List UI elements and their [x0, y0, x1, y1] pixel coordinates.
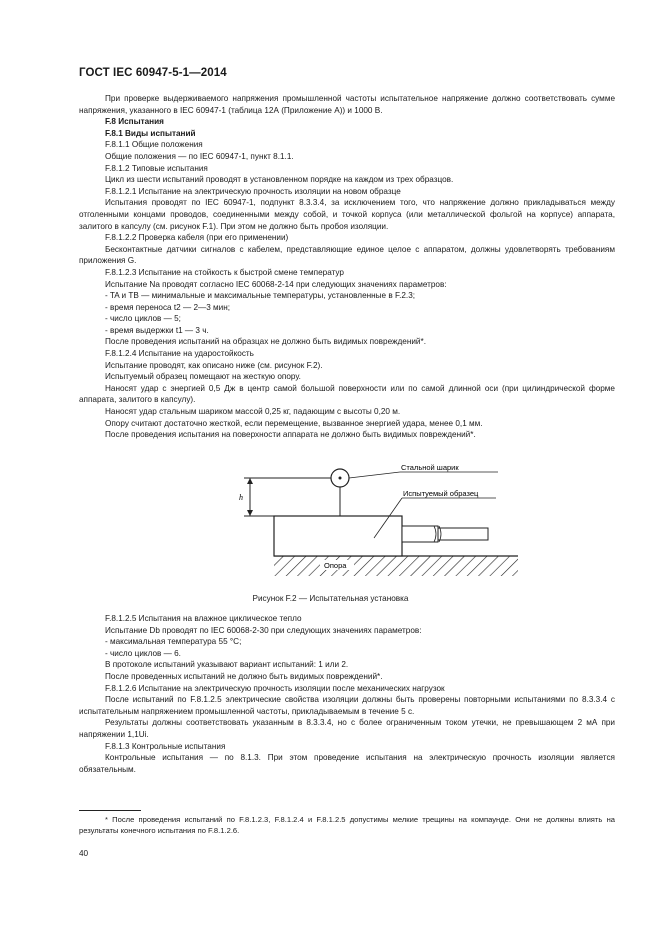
paragraph: Испытание Na проводят согласно IEC 60068-2-14 при следующих значениях параметров:	[105, 279, 447, 289]
list-item: - число циклов — 5;	[105, 314, 181, 324]
paragraph: После проведения испытания на поверхности аппарата не должно быть видимых повреждений*.	[105, 430, 476, 440]
support-label: Опора	[324, 561, 347, 570]
subsection-heading: F.8.1.2.5 Испытания на влажное циклическое тепло	[105, 614, 302, 623]
paragraph: Контрольные испытания — по 8.1.3. При этом проведение испытания на электрическую прочность изоляции является обязательным.	[79, 753, 615, 774]
paragraph: Наносят удар с энергией 0,5 Дж в центр самой большой поверхности или по самой длинной оси (при цилиндрической форме аппарата, залитого в капсулу).	[79, 383, 615, 405]
section-heading: F.8.1 Виды испытаний	[105, 128, 196, 138]
test-setup-figure	[234, 458, 534, 588]
paragraph: Цикл из шести испытаний проводят в установленном порядке на каждом из трех образцов.	[105, 175, 454, 185]
list-item: - максимальная температура 55 °С;	[105, 637, 242, 647]
cable	[438, 528, 488, 540]
subsection-heading: F.8.1.2.4 Испытание на ударостойкость	[105, 349, 254, 359]
ball-leader	[349, 472, 400, 478]
footnote-rule	[79, 810, 141, 811]
body-text-top	[79, 93, 615, 441]
height-label: h	[239, 493, 243, 502]
cable-sleeve	[402, 526, 438, 542]
paragraph: Испытания проводят по IEC 60947-1, подпункт 8.3.3.4, за исключением того, что напряжение должно прикладываться между отголенными концами проводов, соединенными между собой, и точкой корпуса (или металлической фольгой на корпусе) аппарата, залитого в капсулу (см. рисунок F.1). При этом не должно быть пробоя изоляции.	[79, 198, 615, 231]
body-text-bottom	[79, 613, 615, 775]
paragraph: Опору считают достаточно жесткой, если перемещение, вызванное энергией удара, менее 0,1 мм.	[105, 418, 483, 428]
ball-center	[339, 477, 342, 480]
subsection-heading: F.8.1.2 Типовые испытания	[105, 163, 208, 173]
paragraph: После проведенных испытаний не должно быть видимых повреждений*.	[105, 671, 383, 681]
subsection-heading: F.8.1.2.6 Испытание на электрическую прочность изоляции после механических нагрузок	[105, 683, 445, 693]
paragraph: Испытание Db проводят по IEC 60068-2-30 при следующих значениях параметров:	[105, 625, 422, 635]
subsection-heading: F.8.1.2.3 Испытание на стойкость к быстрой смене температур	[105, 267, 344, 277]
list-item: - время переноса t2 — 2—3 мин;	[105, 302, 231, 312]
paragraph: Результаты должны соответствовать указанным в 8.3.3.4, но с более ограниченным током утечки, не превышающем 2 мА при напряжении 1,1Ui.	[79, 718, 615, 739]
subsection-heading: F.8.1.3 Контрольные испытания	[105, 741, 226, 751]
paragraph: Бесконтактные датчики сигналов с кабелем, представляющие единое целое с аппаратом, должны удовлетворять требованиям приложения G.	[79, 244, 615, 266]
paragraph: Испытание проводят, как описано ниже (см. рисунок F.2).	[105, 360, 323, 370]
subsection-heading: F.8.1.1 Общие положения	[105, 140, 203, 150]
subsection-heading: F.8.1.2.2 Проверка кабеля (при его применении)	[105, 233, 289, 243]
paragraph: После испытаний по F.8.1.2.5 электрические свойства изоляции должны быть проверены повторными испытаниями по 8.3.3.4 с испытательным напряжением промышленной частоты, прикладываемым в течение 5 с.	[79, 695, 615, 716]
footnote	[79, 815, 615, 837]
paragraph: Испытуемый образец помещают на жесткую опору.	[105, 372, 301, 382]
section-heading: F.8 Испытания	[105, 117, 164, 127]
test-setup-diagram	[234, 458, 534, 588]
footnote-text: * После проведения испытаний по F.8.1.2.3, F.8.1.2.4 и F.8.1.2.5 допустимы мелкие трещины на компаунде. Они не должны влиять на результаты конечного испытания по F.8.1.2.6.	[79, 815, 615, 835]
page-number: 40	[79, 849, 89, 858]
support-hatch	[274, 556, 518, 576]
sample-label: Испытуемый образец	[403, 489, 479, 498]
paragraph: При проверке выдерживаемого напряжения промышленной частоты испытательное напряжение должно соответствовать сумме напряжения, указанного в IEC 60947-1 (таблица 12А (Приложение А)) и 1000 В.	[79, 94, 615, 115]
figure-caption: Рисунок F.2 — Испытательная установка	[252, 594, 409, 603]
subsection-heading: F.8.1.2.1 Испытание на электрическую прочность изоляции на новом образце	[105, 186, 401, 196]
list-item: - TA и TB — минимальные и максимальные температуры, установленные в F.2.3;	[105, 291, 416, 301]
paragraph: В протоколе испытаний указывают вариант испытаний: 1 или 2.	[105, 660, 349, 670]
page-header: ГОСТ IEC 60947-5-1—2014	[79, 67, 227, 79]
paragraph: Общие положения — по IEC 60947-1, пункт 8.1.1.	[105, 151, 294, 161]
list-item: - число циклов — 6.	[105, 648, 181, 658]
paragraph: После проведения испытаний на образцах не должно быть видимых повреждений*.	[105, 337, 426, 347]
paragraph: Наносят удар стальным шариком массой 0,25 кг, падающим с высоты 0,20 м.	[105, 407, 401, 417]
list-item: - время выдержки t1 — 3 ч.	[105, 325, 209, 335]
ball-label: Стальной шарик	[401, 463, 459, 472]
sample-block	[274, 516, 402, 556]
